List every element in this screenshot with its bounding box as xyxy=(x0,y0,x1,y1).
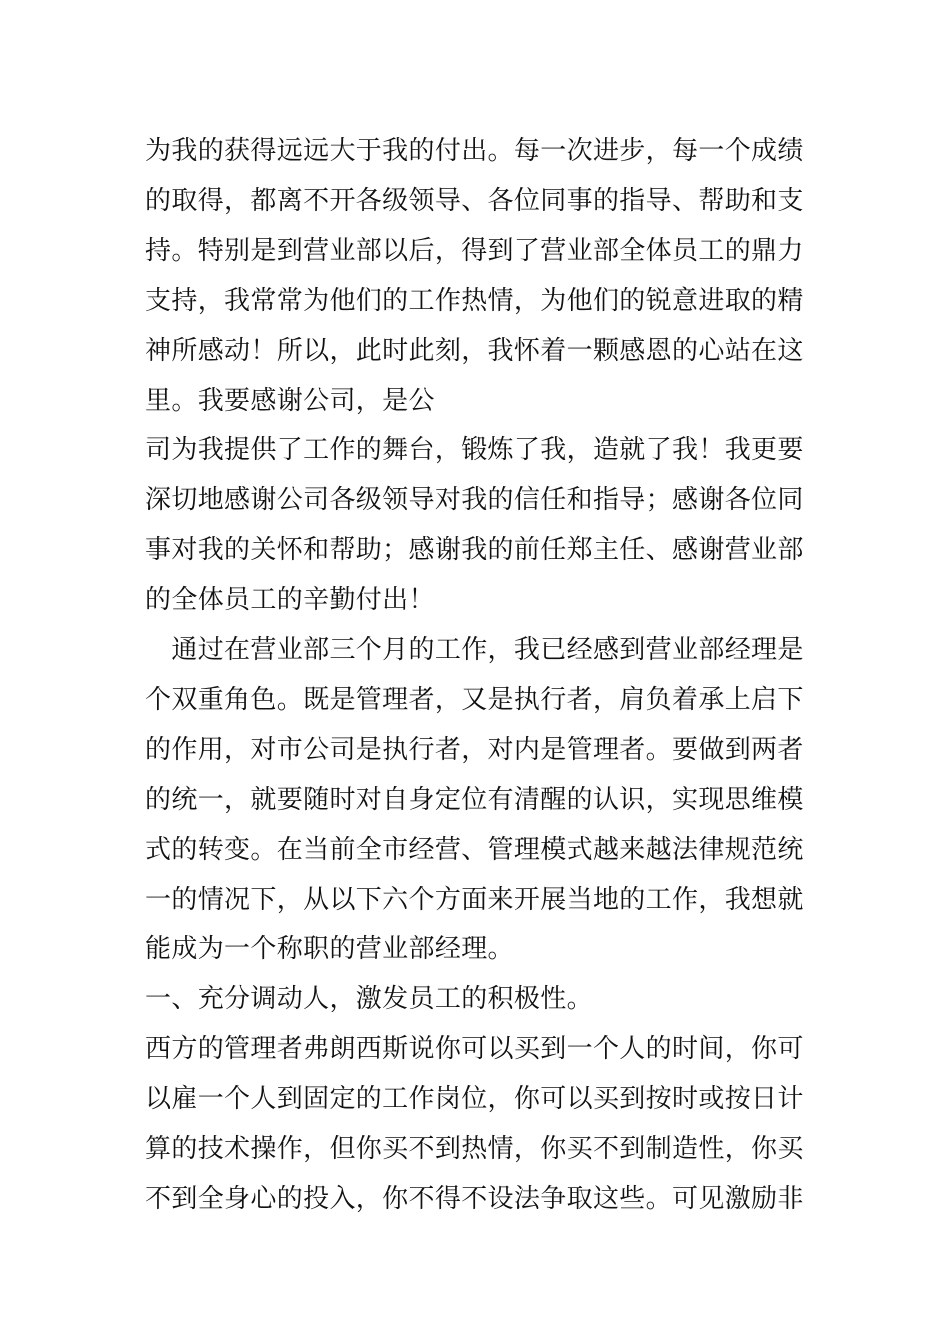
text-line: 司为我提供了工作的舞台，锻炼了我，造就了我！我更要 xyxy=(145,435,804,465)
text-line: 能成为一个称职的营业部经理。 xyxy=(145,934,514,964)
text-line: 的取得，都离不开各级领导、各位同事的指导、帮助和支 xyxy=(145,186,804,216)
text-line: 算的技术操作，但你买不到热情，你买不到制造性，你买 xyxy=(145,1134,804,1164)
text-line: 一的情况下，从以下六个方面来开展当地的工作，我想就 xyxy=(145,885,804,915)
text-line: 事对我的关怀和帮助；感谢我的前任郑主任、感谢营业部 xyxy=(145,535,804,565)
text-line: 神所感动！所以，此时此刻，我怀着一颗感恩的心站在这 xyxy=(145,336,804,366)
text-line: 通过在营业部三个月的工作，我已经感到营业部经理是 xyxy=(145,635,804,665)
text-line: 以雇一个人到固定的工作岗位，你可以买到按时或按日计 xyxy=(145,1084,804,1114)
text-line: 持。特别是到营业部以后，得到了营业部全体员工的鼎力 xyxy=(145,236,804,266)
text-line: 的统一，就要随时对自身定位有清醒的认识，实现思维模 xyxy=(145,785,804,815)
text-line: 支持，我常常为他们的工作热情，为他们的锐意进取的精 xyxy=(145,286,804,316)
text-line: 不到全身心的投入，你不得不设法争取这些。可见激励非 xyxy=(145,1184,804,1214)
text-line: 西方的管理者弗朗西斯说你可以买到一个人的时间，你可 xyxy=(145,1034,804,1064)
text-line: 为我的获得远远大于我的付出。每一次进步，每一个成绩 xyxy=(145,136,804,166)
text-line: 深切地感谢公司各级领导对我的信任和指导；感谢各位同 xyxy=(145,485,804,515)
text-line: 式的转变。在当前全市经营、管理模式越来越法律规范统 xyxy=(145,835,804,865)
section-heading: 一、充分调动人，激发员工的积极性。 xyxy=(145,984,593,1014)
text-line: 的全体员工的辛勤付出！ xyxy=(145,585,435,615)
text-line: 个双重角色。既是管理者，又是执行者，肩负着承上启下 xyxy=(145,685,804,715)
text-line: 里。我要感谢公司，是公 xyxy=(145,386,435,416)
text-line: 的作用，对市公司是执行者，对内是管理者。要做到两者 xyxy=(145,735,804,765)
